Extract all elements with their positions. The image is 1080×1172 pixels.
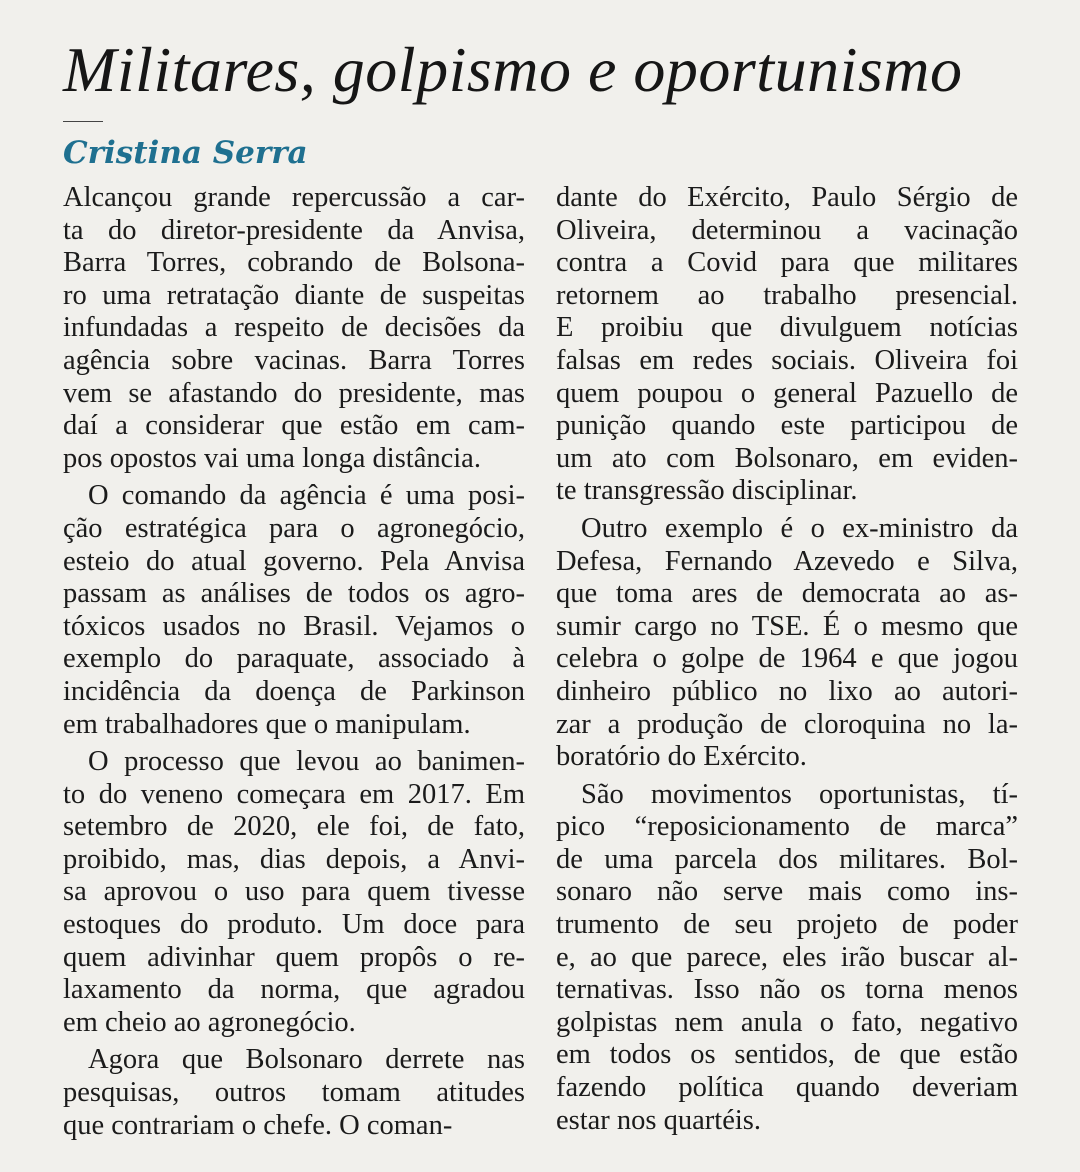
text-line: em trabalhadores que o manipulam.: [63, 708, 471, 740]
text-line: quem adivinhar quem propôs o re-: [63, 941, 525, 973]
paragraph: [63, 182, 525, 475]
text-line: Barra Torres, cobrando de Bolsona-: [63, 247, 525, 279]
text-line: Agora que Bolsonaro derrete nas: [88, 1044, 525, 1076]
text-line: dante do Exército, Paulo Sérgio de: [556, 182, 1018, 213]
text-line: retornem ao trabalho presencial.: [556, 279, 1018, 311]
text-line: dinheiro público no lixo ao autori-: [556, 675, 1018, 707]
text-line: quem poupou o general Pazuello de: [556, 377, 1018, 409]
text-line: exemplo do paraquate, associado à: [63, 643, 525, 675]
text-line: ternativas. Isso não os torna menos: [556, 974, 1018, 1006]
text-line: Alcançou grande repercussão a car-: [63, 182, 525, 213]
text-line: setembro de 2020, ele foi, de fato,: [63, 811, 525, 843]
text-line: de uma parcela dos militares. Bol-: [556, 843, 1018, 875]
paragraph: [63, 480, 525, 741]
text-line: contra a Covid para que militares: [556, 247, 1018, 279]
paragraph: [556, 779, 1018, 1138]
text-line: fazendo política quando deveriam: [556, 1072, 1018, 1104]
text-line: pesquisas, outros tomam atitudes: [63, 1077, 525, 1109]
article-column-right: [556, 182, 1018, 1137]
text-line: esteio do atual governo. Pela Anvisa: [63, 545, 525, 577]
text-line: E proibiu que divulguem notícias: [556, 312, 1018, 344]
text-line: Defesa, Fernando Azevedo e Silva,: [556, 545, 1018, 577]
text-line: Outro exemplo é o ex-ministro da: [581, 512, 1018, 544]
headline-rule: [63, 121, 103, 122]
text-line: estoques do produto. Um doce para: [63, 909, 525, 941]
text-line: trumento de seu projeto de poder: [556, 909, 1018, 941]
text-line: to do veneno começara em 2017. Em: [63, 778, 525, 810]
text-line: golpistas nem anula o fato, negativo: [556, 1006, 1018, 1038]
paragraph: [63, 746, 525, 1039]
text-line: sumir cargo no TSE. É o mesmo que: [556, 610, 1018, 642]
paragraph: [556, 182, 1018, 508]
text-line: incidência da doença de Parkinson: [63, 675, 525, 707]
text-line: vem se afastando do presidente, mas: [63, 377, 525, 409]
text-line: passam as análises de todos os agro-: [63, 578, 525, 610]
text-line: O comando da agência é uma posi-: [88, 480, 525, 512]
text-line: que contrariam o chefe. O coman-: [63, 1109, 453, 1141]
text-line: infundadas a respeito de decisões da: [63, 312, 525, 344]
author-byline: Cristina Serra: [63, 135, 308, 171]
text-line: O processo que levou ao banimen-: [88, 746, 525, 778]
text-line: celebra o golpe de 1964 e que jogou: [556, 643, 1018, 675]
text-line: que toma ares de democrata ao as-: [556, 578, 1018, 610]
text-line: ção estratégica para o agronegócio,: [63, 512, 525, 544]
text-line: em cheio ao agronegócio.: [63, 1006, 356, 1038]
paragraph: [63, 1044, 525, 1142]
text-line: proibido, mas, dias depois, a Anvi-: [63, 843, 525, 875]
text-line: sonaro não serve mais como ins-: [556, 876, 1018, 908]
text-line: boratório do Exército.: [556, 741, 807, 773]
text-line: e, ao que parece, eles irão buscar al-: [556, 941, 1018, 973]
text-line: pico “reposicionamento de marca”: [556, 811, 1018, 843]
text-line: ta do diretor-presidente da Anvisa,: [63, 214, 525, 246]
text-line: daí a considerar que estão em cam-: [63, 410, 525, 442]
text-line: pos opostos vai uma longa distância.: [63, 442, 481, 474]
text-line: sa aprovou o uso para quem tivesse: [63, 876, 525, 908]
text-line: agência sobre vacinas. Barra Torres: [63, 344, 525, 376]
text-line: ro uma retratação diante de suspeitas: [63, 279, 525, 311]
text-line: estar nos quartéis.: [556, 1104, 761, 1136]
article-column-left: [63, 182, 525, 1142]
text-line: tóxicos usados no Brasil. Vejamos o: [63, 610, 525, 642]
text-line: São movimentos oportunistas, tí-: [581, 778, 1018, 810]
text-line: laxamento da norma, que agradou: [63, 974, 525, 1006]
headline: Militares, golpismo e oportunismo: [63, 34, 963, 105]
text-line: em todos os sentidos, de que estão: [556, 1039, 1018, 1071]
text-line: punição quando este participou de: [556, 410, 1018, 442]
text-line: um ato com Bolsonaro, em eviden-: [556, 442, 1018, 474]
text-line: zar a produção de cloroquina no la-: [556, 708, 1018, 740]
paragraph: [556, 513, 1018, 774]
text-line: Oliveira, determinou a vacinação: [556, 214, 1018, 246]
text-line: te transgressão disciplinar.: [556, 475, 858, 507]
text-line: falsas em redes sociais. Oliveira foi: [556, 344, 1018, 376]
